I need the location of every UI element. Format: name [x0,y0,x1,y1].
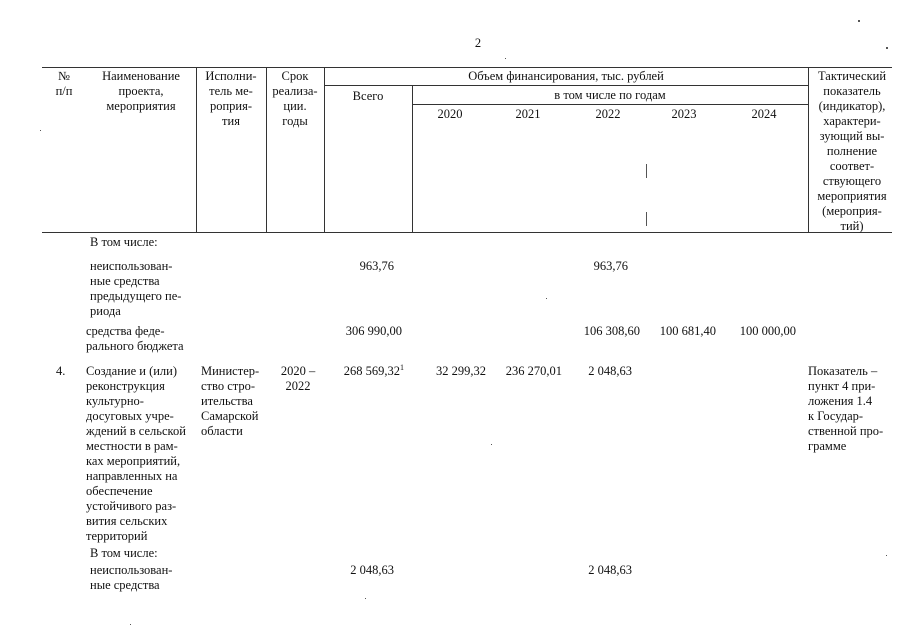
scan-speck [40,130,41,131]
header-year-2022: 2022 [595,107,621,121]
block1-row2-2022: 106 308,60 [583,324,640,338]
header-executor: Исполни- тель ме- роприя- тия [205,69,257,128]
header-by-years: в том числе по годам [554,88,666,102]
row4-2022: 2 048,63 [588,364,632,378]
table-top-rule [42,67,892,68]
col-divider-executor [266,67,267,233]
page-number: 2 [474,36,482,50]
row4-total-footnote: 1 [400,362,404,372]
block2-row1-2022: 2 048,63 [588,563,632,577]
header-term: Срок реализа- ции. годы [272,69,318,128]
header-year-2021: 2021 [515,107,541,121]
row4-total [326,364,404,379]
col-divider-term [324,67,325,233]
header-year-2024: 2024 [751,107,777,121]
scan-speck [886,47,888,49]
scan-speck [858,20,860,22]
header-bottom-rule [42,232,892,233]
row4-name: Создание и (или) реконструкция культурно- досуговых учре- ждений в сельской местности в рам- ках мероприятий, направленных на обеспечение устойчивого раз- вития сельских территорий [86,364,186,543]
scan-speck [491,444,492,445]
scan-speck [886,555,887,556]
block2-row1-name: неиспользован- ные средства [90,563,173,592]
scan-speck [365,598,366,599]
row4-total-value: 268 569,32 [343,364,400,378]
col-divider-name [196,67,197,233]
block1-including-label: В том числе: [90,235,158,249]
col-divider-indicator [808,67,809,233]
scan-speck [130,624,131,625]
row4-executor: Министер- ство стро- ительства Самарской области [201,364,260,438]
block2-row1-total: 2 048,63 [350,563,394,577]
header-total: Всего [352,89,384,103]
scan-speck [646,212,647,226]
block1-row2-total: 306 990,00 [345,324,402,338]
header-name: Наименование проекта, мероприятия [102,69,180,113]
block1-row1-2022: 963,76 [593,259,628,273]
block1-row2-2023: 100 681,40 [659,324,716,338]
block1-row1-name: неиспользован- ные средства предыдущего пе- риода [90,259,182,318]
row4-term: 2020 – 2022 [280,364,316,393]
row4-2020: 32 299,32 [436,364,486,378]
header-indicator: Тактический показатель (индикатор), характери- зующий вы- полнение соответ- ствующего мероприятия (мероприя- тий) [817,69,887,233]
block1-row1-total: 963,76 [359,259,394,273]
header-year-2023: 2023 [671,107,697,121]
scan-speck [546,298,547,299]
scan-speck [505,58,506,59]
row4-2021: 236 270,01 [505,364,562,378]
block1-row2-name: средства феде- рального бюджета [86,324,184,353]
years-header-rule [412,104,808,105]
funding-header-rule [324,85,808,86]
row4-num: 4. [56,364,66,378]
header-year-2020: 2020 [437,107,463,121]
header-num: № п/п [55,69,73,98]
row4-indicator: Показатель – пункт 4 при- ложения 1.4 к Государ- ственной про- грамме [808,364,884,453]
header-funding: Объем финансирования, тыс. рублей [468,69,664,83]
scan-speck [646,164,647,178]
block1-row2-2024: 100 000,00 [739,324,796,338]
block2-including-label: В том числе: [90,546,158,560]
